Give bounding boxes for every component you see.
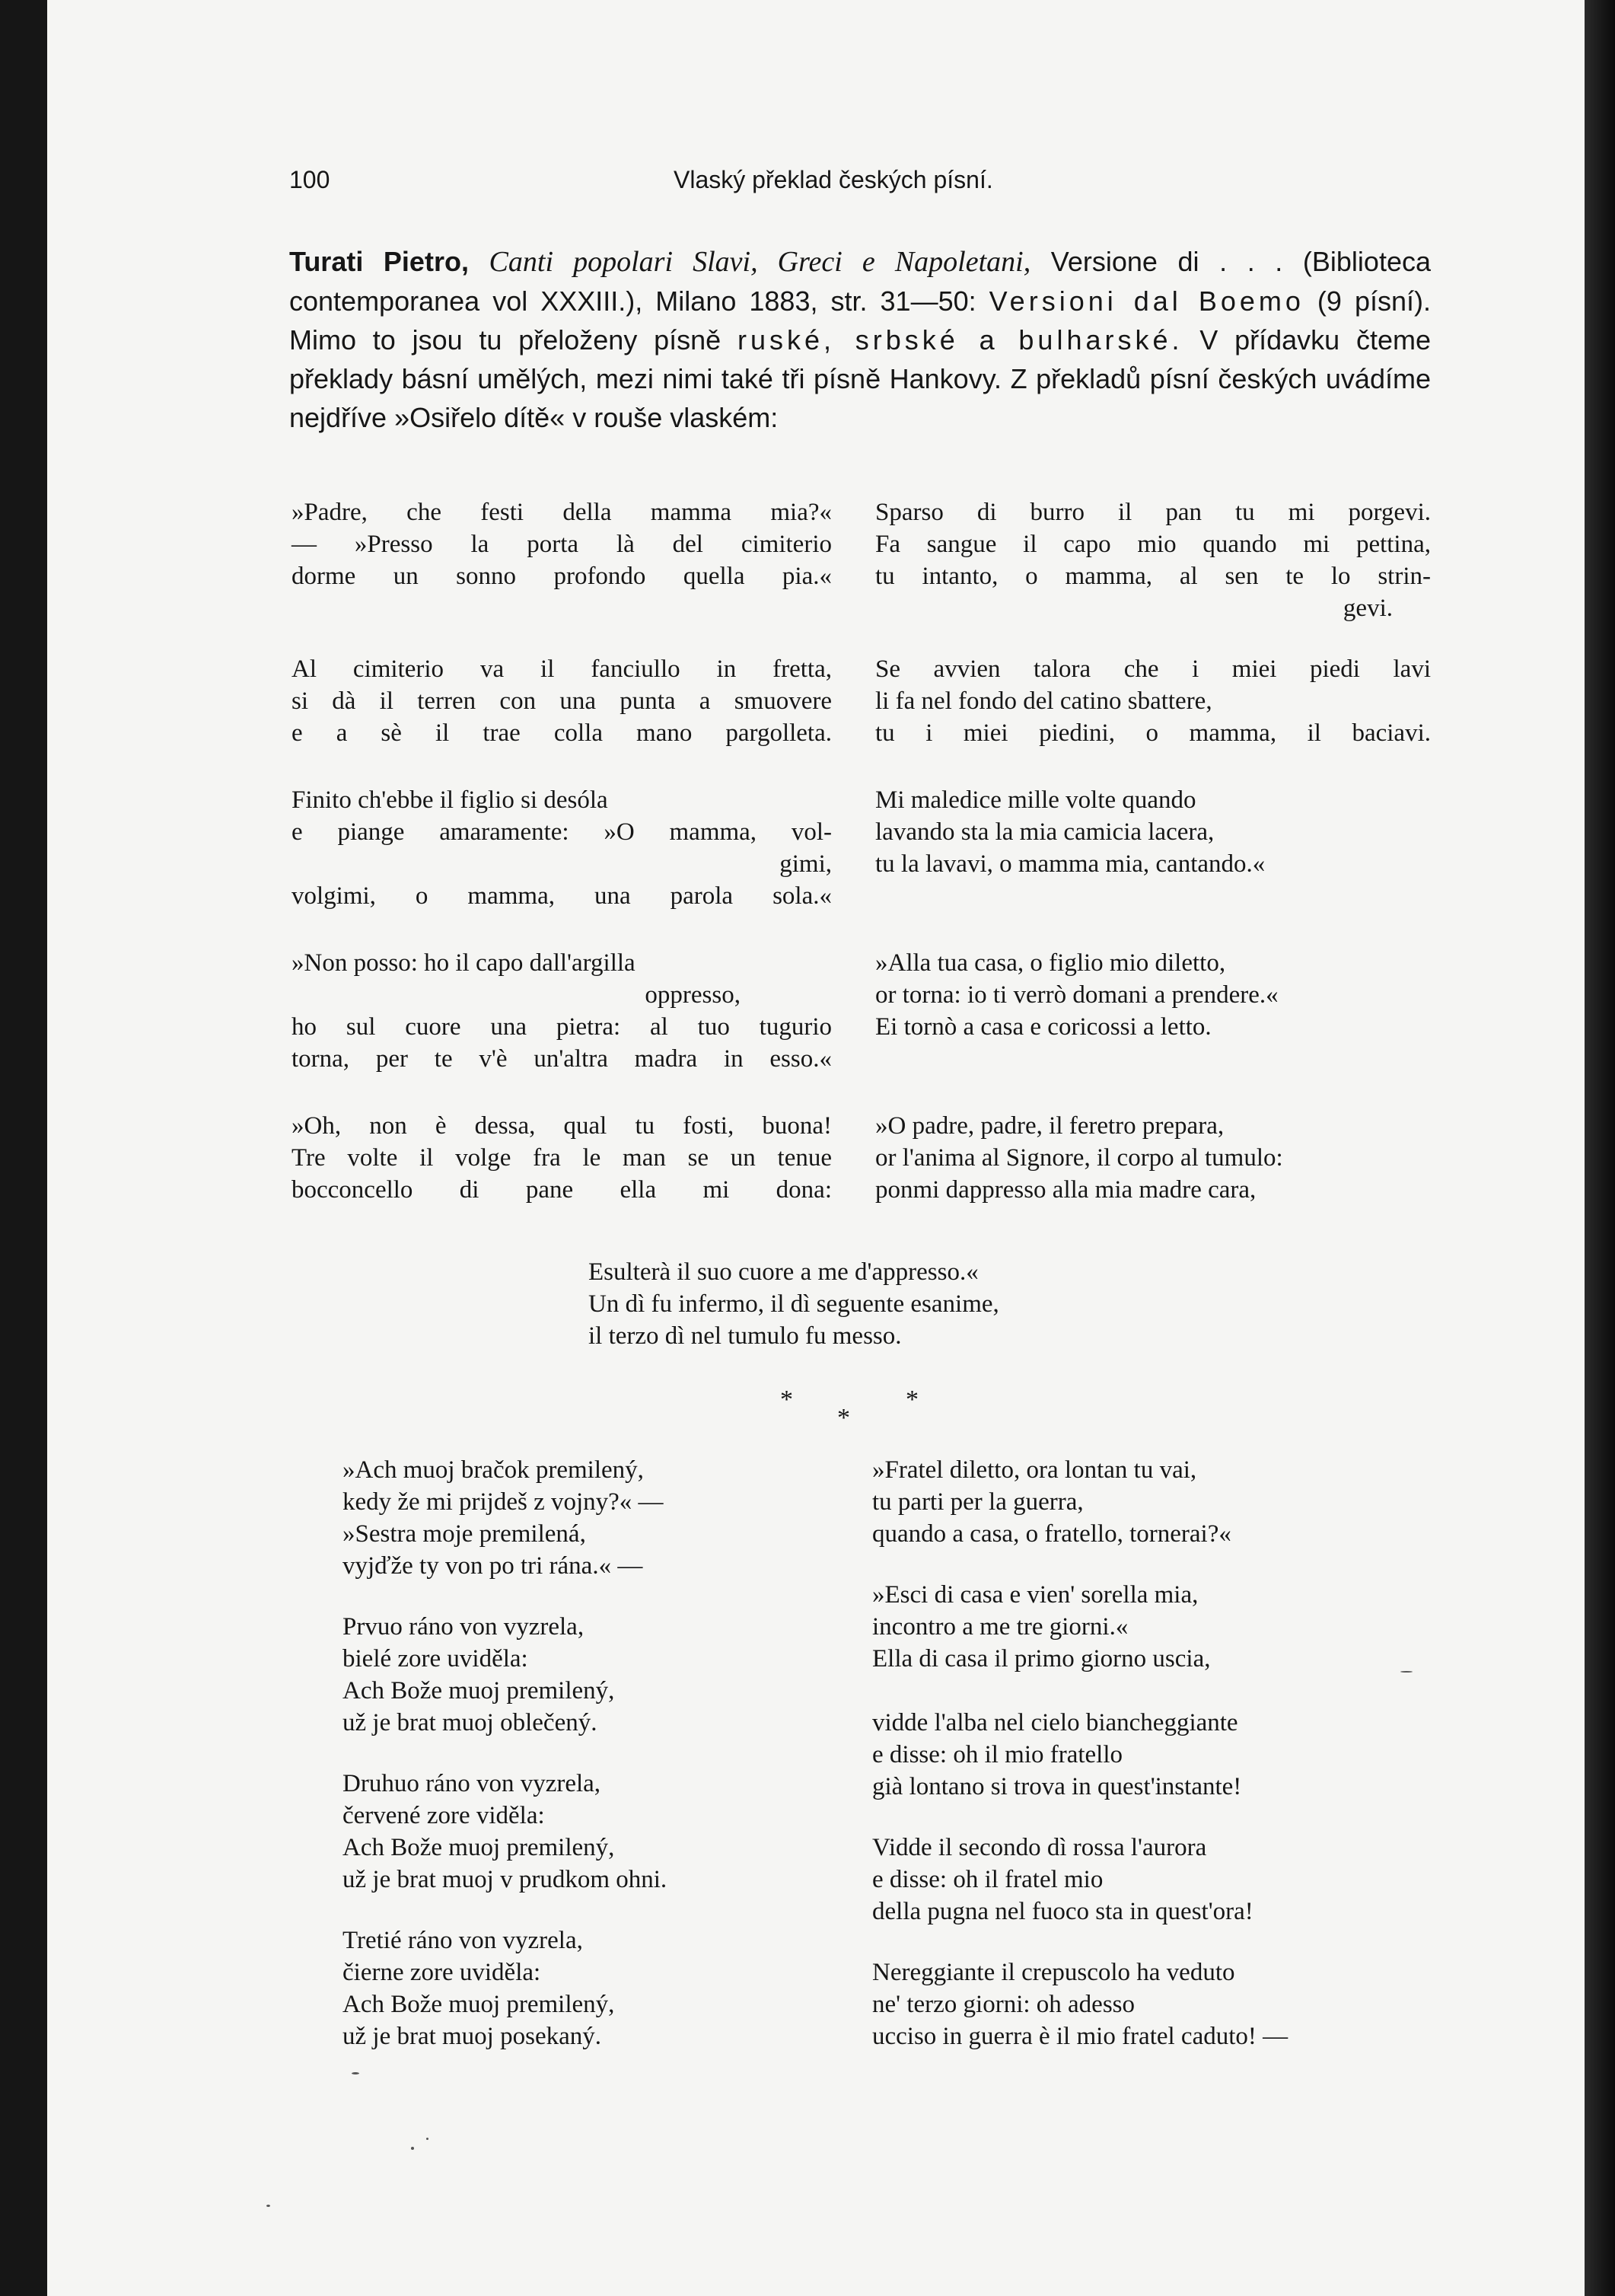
verse-line: incontro a me tre giorni.« [872,1613,1129,1641]
verse-line: Ella di casa il primo giorno uscia, [872,1645,1211,1673]
verse-line: už je brat muoj v prudkom ohni. [342,1866,667,1893]
verse-line: lavando sta la mia camicia lacera, [875,818,1215,846]
scan-left-border [0,0,47,2296]
poem2-right-stanza-1 [872,1454,1435,1550]
scan-speck [266,2205,270,2207]
verse-line: už je brat muoj oblečený. [342,1709,597,1736]
poem1-right-stanza-3 [875,784,1431,880]
poem2-left-stanza-3 [342,1768,830,1896]
poem1-left-stanza-1 [291,496,832,592]
poem1-right-stanza-5 [875,1110,1431,1206]
verse-line: Ach Bože muoj premilený, [342,1834,615,1861]
verse-line: or torna: io ti verrò domani a prendere.« [875,981,1279,1009]
verse-line: tu la lavavi, o mamma mia, cantando.« [875,850,1266,878]
verse-line: si dà il terren con una punta a smuovere [291,687,832,715]
poem2-left-stanza-1 [342,1454,830,1582]
verse-line: Finito ch'ebbe il figlio si desóla [291,786,608,814]
page-number: 100 [289,166,330,193]
poem1-right-stanza-1 [875,496,1431,624]
verse-line-overflow: oppresso, [645,981,741,1009]
intro-text-3: V přídavku čteme překlady básní umělých, mezi nimi také tři písně Hankovy. Z překladů písní českých uvádíme nejdříve »Osiřelo dítě« v rouše vlaském: [289,324,1431,433]
verse-line: Tretié ráno von vyzrela, [342,1927,583,1954]
verse-line: Tre volte il volge fra le man se un tenue [291,1144,832,1172]
page-header [289,166,1431,204]
intro-paragraph [289,242,1431,437]
poem1-right-column [875,496,1431,1241]
verse-line: Al cimiterio va il fanciullo in fretta, [291,655,832,683]
poem1-left-column [291,496,832,1241]
verse-line: Esulterà il suo cuore a me d'appresso.« [588,1258,979,1286]
verse-line: Sparso di burro il pan tu mi porgevi. [875,499,1431,526]
verse-line-overflow: gimi, [779,850,832,878]
poem2-left-column [342,1454,830,2081]
verse-line: il terzo dì nel tumulo fu messo. [588,1322,902,1350]
verse-line-overflow: gevi. [1343,595,1393,622]
verse-line: »Oh, non è dessa, qual tu fosti, buona! [291,1112,832,1140]
verse-line: ucciso in guerra è il mio fratel caduto! — [872,2023,1288,2050]
intro-spaced-1: Versioni dal Boemo [989,285,1304,317]
verse-line: or l'anima al Signore, il corpo al tumulo: [875,1144,1283,1172]
verse-line: Ach Bože muoj premilený, [342,1991,615,2018]
poem2-left-stanza-2 [342,1611,830,1739]
section-separator [761,1386,951,1431]
verse-line: »Non posso: ho il capo dall'argilla [291,949,635,977]
verse-line: dorme un sonno profondo quella pia.« [291,563,832,590]
poem1-right-stanza-4 [875,947,1431,1043]
verse-line: e disse: oh il mio fratello [872,1741,1123,1768]
verse-line: tu intanto, o mamma, al sen te lo strin- [875,563,1431,590]
intro-text-2: (9 písní). Mimo to jsou tu přeloženy písně [289,285,1432,356]
verse-line: li fa nel fondo del catino sbattere, [875,687,1212,715]
verse-line: »Sestra moje premilená, [342,1520,586,1548]
verse-line: Druhuo ráno von vyzrela, [342,1770,601,1797]
verse-line: già lontano si trova in quest'instante! [872,1773,1242,1800]
poem2-right-stanza-5 [872,1956,1435,2052]
scan-right-border [1585,0,1615,2296]
verse-line: quando a casa, o fratello, tornerai?« [872,1520,1231,1548]
verse-line: Mi maledice mille volte quando [875,786,1196,814]
running-title: Vlaský překlad českých písní. [674,166,993,193]
intro-author: Turati Pietro, [289,246,469,277]
verse-line: Prvuo ráno von vyzrela, [342,1613,585,1641]
verse-line: Ach Bože muoj premilený, [342,1677,615,1704]
intro-book-title: Canti popolari Slavi, Greci e Napoletani, [489,246,1031,278]
verse-line: Un dì fu infermo, il dì seguente esanime, [588,1290,999,1318]
verse-line: ho sul cuore una pietra: al tuo tugurio [291,1013,832,1041]
verse-line: Nereggiante il crepuscolo ha veduto [872,1959,1235,1986]
verse-line: e piange amaramente: »O mamma, vol- [291,818,832,846]
verse-line: tu parti per la guerra, [872,1488,1084,1516]
verse-line: »Padre, che festi della mamma mia?« [291,499,832,526]
scan-speck [411,2147,414,2150]
verse-line: »O padre, padre, il feretro prepara, [875,1112,1225,1140]
verse-line: vyjďže ty von po tri rána.« — [342,1552,643,1580]
verse-line: ne' terzo giorni: oh adesso [872,1991,1136,2018]
intro-spaced-2: ruské, srbské a bulharské. [737,324,1183,356]
asterisk-mark: * [837,1404,850,1432]
verse-line: »Ach muoj bračok premilený, [342,1456,644,1484]
verse-line: už je brat muoj posekaný. [342,2023,601,2050]
verse-line: Ei tornò a casa e coricossi a letto. [875,1013,1212,1041]
verse-line: »Alla tua casa, o figlio mio diletto, [875,949,1226,977]
poem1-left-stanza-5 [291,1110,832,1206]
verse-line: Se avvien talora che i miei piedi lavi [875,655,1431,683]
poem2-left-stanza-4 [342,1924,830,2052]
verse-line: volgimi, o mamma, una parola sola.« [291,882,832,910]
poem2-right-stanza-2 [872,1579,1435,1675]
intro-text-1: Versione di . . . (Biblioteca contemporanea vol XXXIII.), Milano 1883, str. 31—50: [289,246,1431,317]
verse-line: bielé zore uviděla: [342,1645,528,1673]
poem2-right-stanza-3 [872,1707,1435,1803]
verse-line: vidde l'alba nel cielo biancheggiante [872,1709,1238,1736]
verse-line: Fa sangue il capo mio quando mi pettina, [875,531,1431,558]
verse-line: della pugna nel fuoco sta in quest'ora! [872,1898,1253,1925]
verse-line: tu i miei piedini, o mamma, il baciavi. [875,719,1431,747]
asterisk-mark: * [780,1386,793,1414]
scan-speck [352,2072,359,2074]
verse-line: torna, per te v'è un'altra madra in esso.« [291,1045,832,1073]
poem2-right-column [872,1454,1435,2081]
verse-line: kedy že mi prijdeš z vojny?« — [342,1488,664,1516]
verse-line: ponmi dappresso alla mia madre cara, [875,1176,1257,1204]
verse-line: bocconcello di pane ella mi dona: [291,1176,832,1204]
poem2-right-stanza-4 [872,1832,1435,1928]
asterisk-mark: * [906,1386,919,1414]
verse-line: čierne zore uviděla: [342,1959,541,1986]
scan-speck [1400,1671,1413,1673]
verse-line: Vidde il secondo dì rossa l'aurora [872,1834,1207,1861]
verse-line: červené zore viděla: [342,1802,545,1829]
poem1-left-stanza-3 [291,784,832,912]
verse-line: — »Presso la porta là del cimiterio [291,531,832,558]
poem1-closing-stanza [588,1256,1273,1352]
poem1-left-stanza-4 [291,947,832,1075]
verse-line: e a sè il trae colla mano pargolleta. [291,719,832,747]
poem1-right-stanza-2 [875,653,1431,749]
poem1-left-stanza-2 [291,653,832,749]
scan-speck [426,2138,428,2140]
verse-line: »Fratel diletto, ora lontan tu vai, [872,1456,1197,1484]
verse-line: »Esci di casa e vien' sorella mia, [872,1581,1199,1609]
verse-line: e disse: oh il fratel mio [872,1866,1104,1893]
